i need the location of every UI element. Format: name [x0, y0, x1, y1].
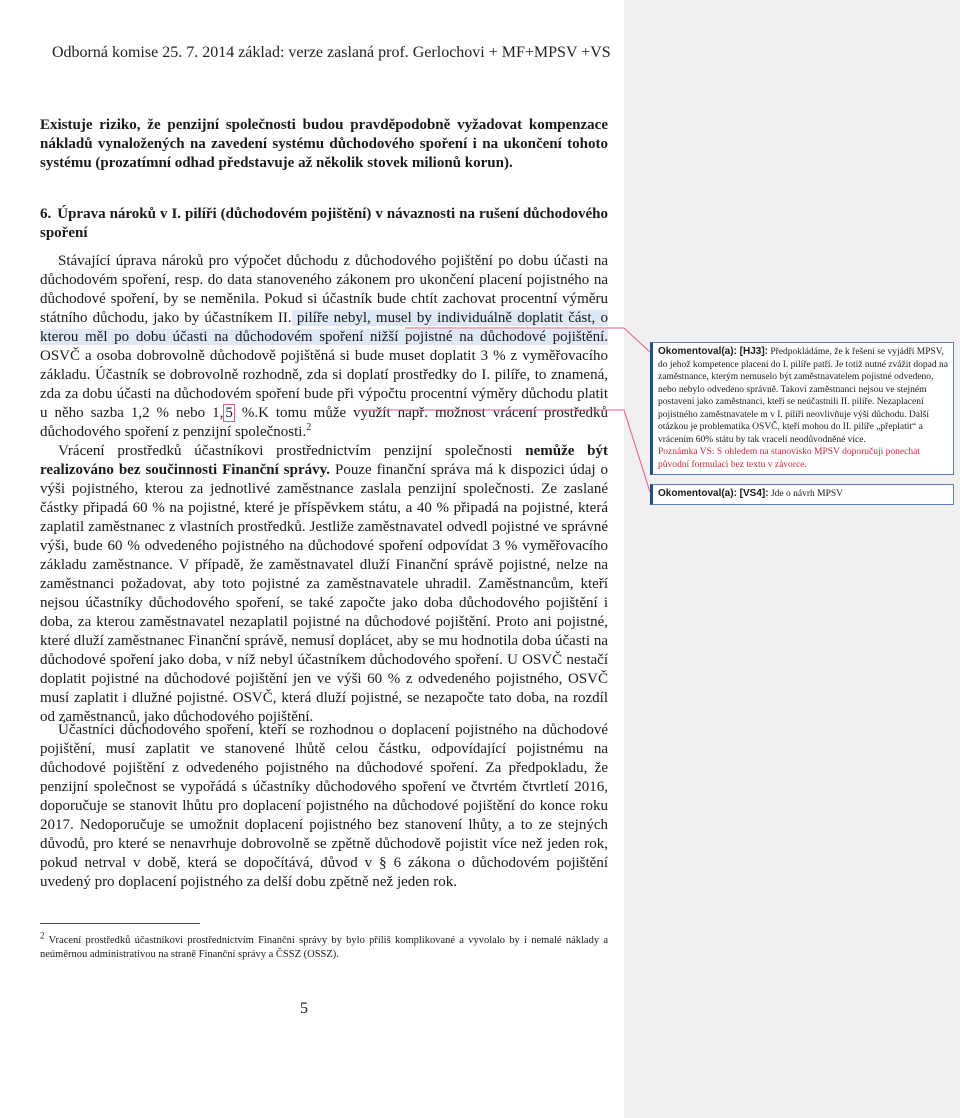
paragraph-participants: Účastníci důchodového spoření, kteří se rozhodnou o doplacení pojistného na důchodové pojištění, musí zaplatit ve stanovené lhůtě celou částku, odpovídající pojistnému na důchodové pojištění z odvedeného pojistného na důchodové spoření. Za předpokladu, že penzijní společnost se vypořádá s účastníky důchodového spoření ve čtvrtém čtvrtletí 2016, doporučuje se stanovit lhůtu pro doplacení pojistného na důchodové pojištění do konce roku 2017. Nedoporučuje se umožnit doplacení pojistného bez stanovení lhůty, a to ze stejných důvodů, pro které se nenavrhuje dobrovolně se zpětně důchodově pojistit více než jeden rok, pokud netrval v době, která se dopočítává, důvod v § 6 zákona o důchodovém pojištění uvedený pro doplacení pojistného za delší dobu zpětně než jeden rok.: [40, 722, 608, 890]
page-header: Odborná komise 25. 7. 2014 základ: verze zaslaná prof. Gerlochovi + MF+MPSV +VS: [52, 44, 611, 61]
comment-body: Jde o návrh MPSV: [768, 489, 843, 499]
footnote: [40, 930, 609, 962]
page-number: 5: [300, 1000, 308, 1017]
comment-margin-pane: [624, 0, 960, 1118]
p3-text-a: Vrácení prostředků účastníkovi prostřednictvím penzijní společnosti: [58, 443, 526, 459]
p3-bold-text: nemůže být realizováno bez součinnosti Finanční správy.: [40, 443, 608, 478]
comment-author-label: Okomentoval(a): [VS4]:: [658, 488, 769, 499]
p2-text-a: Stávající úprava nároků pro výpočet důchodu z důchodového pojištění po dobu účasti na důchodovém spoření, resp. do data stanoveného zákonem pro ukončení placení pojistného na důchodové spoření, by se neměnila. Pokud si účastník bude chtít zachovat procentní výměru státního důchodu, jako by účastníkem II.: [40, 253, 608, 326]
section-heading: [40, 205, 608, 243]
footnote-separator: [40, 923, 200, 924]
comment-author-label: Okomentoval(a): [HJ3]:: [658, 346, 769, 357]
p3-text-b: Pouze finanční správa má k dispozici údaj o výši pojistného, kterou za jednotlivé zaměstnance zaslala penzijní společnosti. Ze zaslané částky připadá 60 % na pojistné, které je příspěvkem státu, a 40 % připadá na pojistné, která zaplatil zaměstnanec z vlastních prostředků. Jestliže zaměstnavatel odvedl pojistné ve správné výši, bude 60 % odvedeného pojistného na důchodové spoření odpovídat 3 % vyměřovacího základu zaměstnance. V případě, že zaměstnavatel dluží Finanční správě pojistné, nelze na zaměstnanci požadovat, aby toto pojistné za zaměstnavatele uhradil. Zaměstnancům, kteří nejsou účastníky důchodového spoření, se také započte jako doba důchodového pojištění i doba, za kterou zaměstnavatel nezaplatil pojistné na důchodové pojištění. Proto ani pojistné, které dluží zaměstnanec Finanční správě, nemusí doplácet, aby se mu hodnotila doba účasti na důchodové spoření jako doba, v níž nebyl účastníkem důchodového spoření. U OSVČ nestačí doplatit pojistné na důchodové pojištění jen ve výši 60 % z odvedeného pojistného, OSVČ musí zaplatit i dlužné pojistné. OSVČ, která dluží pojistné, se nezapočte tato doba, na rozdíl od zaměstnanců, jako důchodového pojištění.: [40, 462, 608, 725]
paragraph-claims: [40, 252, 608, 442]
comment-anchor-marker[interactable]: 5: [225, 405, 233, 421]
comment-balloon-vs4[interactable]: [650, 484, 954, 505]
comment-note: Poznámka VS: S ohledem na stanovisko MPSV doporučuji ponechat původní formulaci bez textu v závorce.: [658, 447, 920, 470]
footnote-text: Vracení prostředků účastníkovi prostřednictvím Finanční správy by bylo příliš komplikované a vyvolalo by i nemalé náklady a neúměrnou administrativou na straně Finanční správy a ČSSZ (OSSZ).: [40, 935, 609, 960]
p2-text-c: OSVČ a osoba dobrovolně důchodově pojištěná si bude muset doplatit 3 % z vyměřovacího základu. Účastník se dobrovolně rozhodně, zda si doplatí prostředky do I. pilíře, to znamená, zda za dobu účasti na důchodovém spoření bude při výpočtu procentní výměry důchodu platit u něho sazba 1,2 % nebo 1,: [40, 348, 608, 421]
comment-body: Předpokládáme, že k řešení se vyjádří MPSV, do jehož kompetence placení do I. pilíře patří. Je totiž nutné zvážit dopad na zaměstnance, kterým nemuselo být zaměstnavatelem pojistné odvedeno, nebo nebylo odvedeno správně. Takoví zaměstnanci nejsou ve stejném postavení jako zaměstnanci, kteří se neúčastnili II. pilíře. Nezaplacení pojistného zaměstnavatele m v I. pilíři neovlivňuje výši důchodu. Další otázkou je problematika OSVČ, kteří mohou do II. pilíře „přeplatit“ a vrácením 60% státu by tak vracelí neodůvodněné více.: [658, 347, 948, 445]
p2-text-e: %.K tomu může využít např. možnost vrácení prostředků důchodového spoření z penzijní společnosti.: [40, 405, 608, 440]
paragraph-risk: Existuje riziko, že penzijní společnosti budou pravděpodobně vyžadovat kompenzace nákladů vynaložených na zavedení systému důchodového spoření i na ukončení tohoto systému (prozatímní odhad představuje až několik stovek milionů korun).: [40, 117, 608, 171]
paragraph-refund: [40, 442, 608, 727]
commented-text-highlight[interactable]: pilíře nebyl, musel by individuálně doplatit část, o kterou měl po dobu účasti na důchodovém spoření nižší pojistné na důchodové pojištění.: [40, 310, 608, 345]
section-title: Úprava nároků v I. pilíři (důchodovém pojištění) v návaznosti na rušení důchodového spoření: [40, 206, 608, 241]
footnote-number: 2: [40, 930, 45, 941]
section-number: 6.: [40, 206, 52, 222]
footnote-reference[interactable]: 2: [306, 422, 312, 433]
comment-balloon-hj3[interactable]: [650, 342, 954, 475]
